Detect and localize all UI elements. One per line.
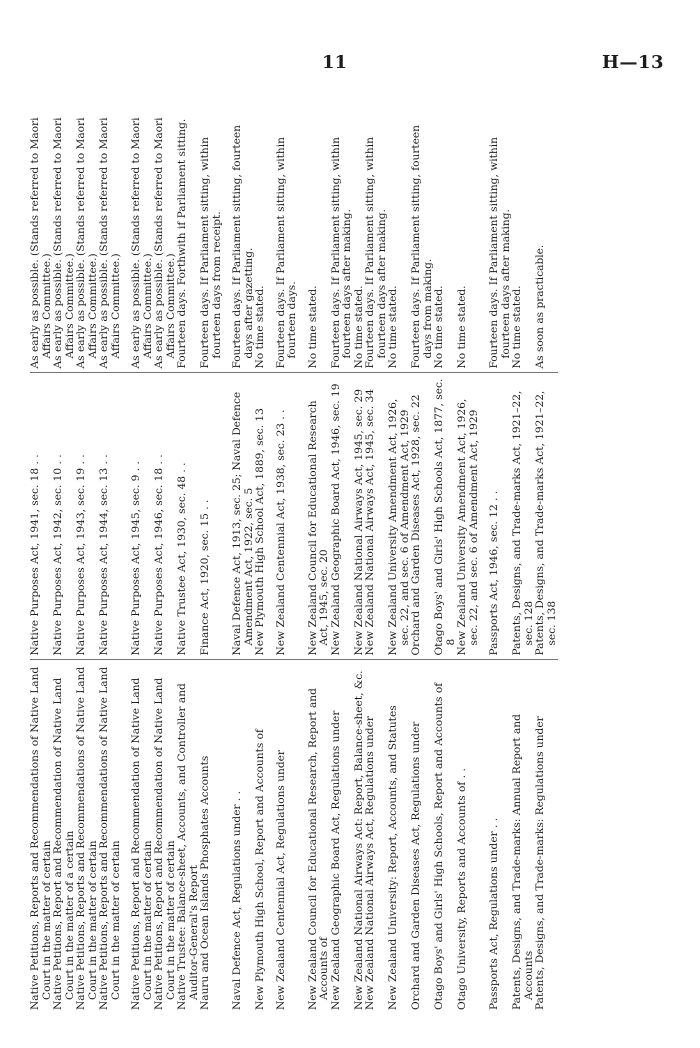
act-cell bbox=[331, 373, 354, 660]
subject-cell-text: Native Trustee: Balance-sheet, Accounts, and Controller and Auditor-General's Report bbox=[176, 683, 200, 1010]
subject-cell-text: Patents, Designs, and Trade-marks: Regulations under bbox=[534, 716, 546, 1010]
time-cell-text: Fourteen days. If Parliament sitting, within fourteen days after making. bbox=[488, 137, 512, 369]
table-row bbox=[535, 100, 558, 1010]
time-cell-text: No time stated. bbox=[306, 285, 319, 369]
act-cell bbox=[200, 373, 223, 660]
subject-cell-text: Native Petitions, Report and Recommendation of Native Land Court in the matter of certain bbox=[153, 677, 177, 1010]
time-cell bbox=[122, 100, 154, 373]
table-row bbox=[267, 100, 299, 1010]
act-cell-text: New Zealand University Amendment Act, 1926, sec. 22, and sec. 6 of Amendment Act, 1929 bbox=[387, 398, 411, 656]
act-cell bbox=[267, 373, 299, 660]
act-cell bbox=[535, 373, 558, 660]
table-row bbox=[76, 100, 99, 1010]
subject-cell bbox=[223, 660, 255, 1010]
time-cell bbox=[388, 100, 411, 373]
act-cell-text: Orchard and Garden Diseases Act, 1928, sec. 22 bbox=[410, 394, 422, 656]
time-cell-text: As early as possible. (Stands referred to Maori Affairs Committee.) bbox=[52, 117, 76, 369]
subject-cell bbox=[99, 660, 122, 1010]
act-cell-text: Patents, Designs, and Trade-marks Act, 1921–22, sec. 138 bbox=[534, 390, 558, 656]
time-cell-text: Fourteen days. Forthwith if Parliament sitting. bbox=[176, 118, 188, 369]
act-cell-text: Patents, Designs, and Trade-marks Act, 1921–22, sec. 128 bbox=[511, 390, 535, 656]
subject-cell bbox=[512, 660, 535, 1010]
subject-cell-text: Native Petitions, Report and Recommendation of Native Land Court in the matter of certain bbox=[130, 677, 154, 1010]
table-row bbox=[512, 100, 535, 1010]
subject-cell bbox=[177, 660, 200, 1010]
subject-cell bbox=[76, 660, 99, 1010]
act-cell bbox=[122, 373, 154, 660]
act-cell bbox=[434, 373, 457, 660]
time-cell bbox=[255, 100, 267, 373]
time-cell-text: Fourteen days. If Parliament sitting, within fourteen days. bbox=[274, 137, 298, 369]
time-cell-text: As soon as practicable. bbox=[534, 244, 546, 369]
subject-cell-text: Orchard and Garden Diseases Act, Regulations under bbox=[410, 721, 422, 1010]
time-cell bbox=[480, 100, 512, 373]
act-cell-text: New Zealand Council for Educational Research Act, 1945, sec. 20 bbox=[306, 400, 330, 656]
time-cell bbox=[200, 100, 223, 373]
time-cell bbox=[53, 100, 76, 373]
table-row bbox=[480, 100, 512, 1010]
time-cell bbox=[299, 100, 331, 373]
subject-cell bbox=[122, 660, 154, 1010]
act-cell bbox=[177, 373, 200, 660]
act-cell bbox=[53, 373, 76, 660]
act-cell bbox=[512, 373, 535, 660]
subject-cell-text: Otago University, Reports and Accounts of . . bbox=[456, 768, 468, 1010]
subject-cell-text: Nauru and Ocean Islands Phosphates Accounts bbox=[199, 755, 211, 1010]
time-cell bbox=[76, 100, 99, 373]
table-row bbox=[223, 100, 255, 1010]
act-cell-text: Native Purposes Act, 1941, sec. 18 . . bbox=[29, 454, 41, 656]
time-cell-text: As early as possible. (Stands referred to Maori Affairs Committee.) bbox=[153, 117, 177, 369]
table-row bbox=[30, 100, 53, 1010]
subject-cell bbox=[299, 660, 331, 1010]
subject-cell-text: New Zealand Council for Educational Research, Report and Accounts of bbox=[306, 688, 330, 1010]
act-cell-text: New Zealand National Airways Act, 1945, sec. 34 bbox=[364, 389, 376, 656]
subject-cell bbox=[267, 660, 299, 1010]
time-cell-text: As early as possible. (Stands referred to Maori Affairs Committee.) bbox=[29, 117, 53, 369]
page-number: 11 bbox=[322, 52, 348, 73]
subject-cell bbox=[457, 660, 480, 1010]
table-row bbox=[255, 100, 267, 1010]
act-cell bbox=[299, 373, 331, 660]
time-cell bbox=[331, 100, 354, 373]
act-cell bbox=[457, 373, 480, 660]
time-cell bbox=[411, 100, 434, 373]
table-row bbox=[434, 100, 457, 1010]
time-cell bbox=[434, 100, 457, 373]
subject-cell bbox=[255, 660, 267, 1010]
table-row bbox=[200, 100, 223, 1010]
subject-cell-text: Native Petitions, Reports and Recommendations of Native Land Court in the matter of certain bbox=[29, 666, 53, 1010]
subject-cell bbox=[331, 660, 354, 1010]
act-cell-text: Otago Boys' and Girls' High Schools Act, 1877, sec. 8 bbox=[433, 378, 457, 656]
act-cell-text: Native Purposes Act, 1944, sec. 13 . . bbox=[98, 454, 110, 656]
subject-cell bbox=[53, 660, 76, 1010]
time-cell bbox=[99, 100, 122, 373]
subject-cell-text: New Zealand University: Report, Accounts, and Statutes bbox=[387, 705, 399, 1010]
table-row bbox=[411, 100, 434, 1010]
act-cell-text: New Zealand University Amendment Act, 1926, sec. 22, and sec. 6 of Amendment Act, 1929 bbox=[456, 398, 480, 656]
act-cell-text: New Zealand National Airways Act, 1945, sec. 29 bbox=[352, 389, 365, 656]
time-cell-text: No time stated. bbox=[456, 285, 468, 369]
subject-cell-text: Otago Boys' and Girls' High Schools, Report and Accounts of bbox=[433, 682, 445, 1010]
time-cell bbox=[535, 100, 558, 373]
time-cell-text: No time stated. bbox=[511, 285, 523, 369]
time-cell-text: Fourteen days. If Parliament sitting, within fourteen days after making. bbox=[329, 137, 353, 369]
time-cell-text: Fourteen days. If Parliament sitting, within fourteen days from receipt. bbox=[199, 137, 223, 369]
time-cell-text: No time stated. bbox=[352, 285, 365, 369]
time-cell-text: No time stated. bbox=[387, 285, 399, 369]
time-cell bbox=[365, 100, 388, 373]
act-cell bbox=[365, 373, 388, 660]
time-cell-text: As early as possible. (Stands referred to Maori Affairs Committee.) bbox=[130, 117, 154, 369]
table-row bbox=[177, 100, 200, 1010]
act-cell-text: Native Purposes Act, 1946, sec. 18 . . bbox=[153, 454, 165, 656]
subject-cell bbox=[480, 660, 512, 1010]
subject-cell bbox=[434, 660, 457, 1010]
act-cell-text: Passports Act, 1946, sec. 12 . . bbox=[488, 490, 500, 656]
table-row bbox=[154, 100, 177, 1010]
act-cell bbox=[99, 373, 122, 660]
subject-cell-text: Native Petitions, Report and Recommendation of Native Land Court in the matter of a certain bbox=[52, 677, 76, 1010]
time-cell-text: No time stated. bbox=[254, 285, 266, 369]
act-cell-text: Native Purposes Act, 1942, sec. 10 . . bbox=[52, 454, 64, 656]
subject-cell-text: New Zealand Centennial Act, Regulations under bbox=[274, 750, 287, 1010]
subject-cell-text: Native Petitions, Reports and Recommendations of Native Land Court in the matter of certain bbox=[98, 666, 122, 1010]
time-cell-text: Fourteen days. If Parliament sitting, within fourteen days after making. bbox=[364, 137, 388, 369]
time-cell bbox=[267, 100, 299, 373]
rotated-table-container bbox=[30, 100, 676, 1010]
papers-table bbox=[30, 100, 558, 1010]
time-cell bbox=[223, 100, 255, 373]
subject-cell-text: Passports Act, Regulations under . . bbox=[488, 817, 500, 1010]
subject-cell bbox=[154, 660, 177, 1010]
papers-table-body bbox=[30, 100, 558, 1010]
table-row bbox=[53, 100, 76, 1010]
act-cell bbox=[255, 373, 267, 660]
time-cell-text: As early as possible. (Stands referred to Maori Affairs Committee.) bbox=[75, 117, 99, 369]
act-cell bbox=[223, 373, 255, 660]
subject-cell-text: Native Petitions, Reports and Recommendations of Native Land Court in the matter of certain bbox=[75, 666, 99, 1010]
subject-cell-text: New Plymouth High School, Report and Accounts of bbox=[254, 729, 266, 1010]
time-cell-text: As early as possible. (Stands referred to Maori Affairs Committee.) bbox=[98, 117, 122, 369]
act-cell bbox=[480, 373, 512, 660]
time-cell bbox=[154, 100, 177, 373]
subject-cell bbox=[535, 660, 558, 1010]
time-cell bbox=[30, 100, 53, 373]
act-cell-text: Native Purposes Act, 1943, sec. 19 . . bbox=[75, 454, 87, 656]
time-cell bbox=[177, 100, 200, 373]
act-cell bbox=[30, 373, 53, 660]
table-row bbox=[122, 100, 154, 1010]
act-cell bbox=[411, 373, 434, 660]
subject-cell-text: New Zealand Geographic Board Act, Regulations under bbox=[329, 710, 342, 1010]
table-row bbox=[388, 100, 411, 1010]
act-cell-text: Naval Defence Act, 1913, sec. 25; Naval Defence Amendment Act, 1922, sec. 5 bbox=[231, 391, 255, 656]
act-cell-text: Native Trustee Act, 1930, sec. 48 . . bbox=[176, 462, 188, 656]
table-row bbox=[365, 100, 388, 1010]
act-cell-text: New Plymouth High School Act, 1889, sec. 13 bbox=[254, 408, 266, 656]
act-cell-text: New Zealand Centennial Act, 1938, sec. 23 . . bbox=[274, 409, 287, 656]
table-row bbox=[457, 100, 480, 1010]
act-cell-text: New Zealand Geographic Board Act, 1946, sec. 19 bbox=[329, 383, 342, 656]
subject-cell-text: New Zealand National Airways Act, Regulations under bbox=[364, 716, 376, 1010]
act-cell-text: Finance Act, 1920, sec. 15 . . bbox=[199, 499, 211, 656]
subject-cell bbox=[200, 660, 223, 1010]
subject-cell-text: Patents, Designs, and Trade-marks: Annual Report and Accounts bbox=[511, 714, 535, 1010]
act-cell bbox=[388, 373, 411, 660]
subject-cell bbox=[411, 660, 434, 1010]
subject-cell-text: New Zealand National Airways Act: Report, Balance-sheet, &c. bbox=[352, 670, 365, 1010]
subject-cell bbox=[30, 660, 53, 1010]
document-code: H—13 bbox=[601, 52, 664, 73]
time-cell bbox=[457, 100, 480, 373]
subject-cell bbox=[388, 660, 411, 1010]
table-row bbox=[299, 100, 331, 1010]
time-cell-text: Fourteen days. If Parliament sitting, fourteen days after gazetting. bbox=[231, 124, 255, 369]
time-cell bbox=[512, 100, 535, 373]
subject-cell bbox=[365, 660, 388, 1010]
time-cell-text: Fourteen days. If Parliament sitting, fourteen days from making. bbox=[410, 124, 434, 369]
subject-cell-text: Naval Defence Act, Regulations under . . bbox=[231, 791, 243, 1010]
table-row bbox=[331, 100, 354, 1010]
time-cell-text: No time stated. bbox=[433, 285, 445, 369]
act-cell bbox=[154, 373, 177, 660]
table-row bbox=[99, 100, 122, 1010]
act-cell bbox=[76, 373, 99, 660]
act-cell-text: Native Purposes Act, 1945, sec. 9 . . bbox=[130, 461, 142, 656]
